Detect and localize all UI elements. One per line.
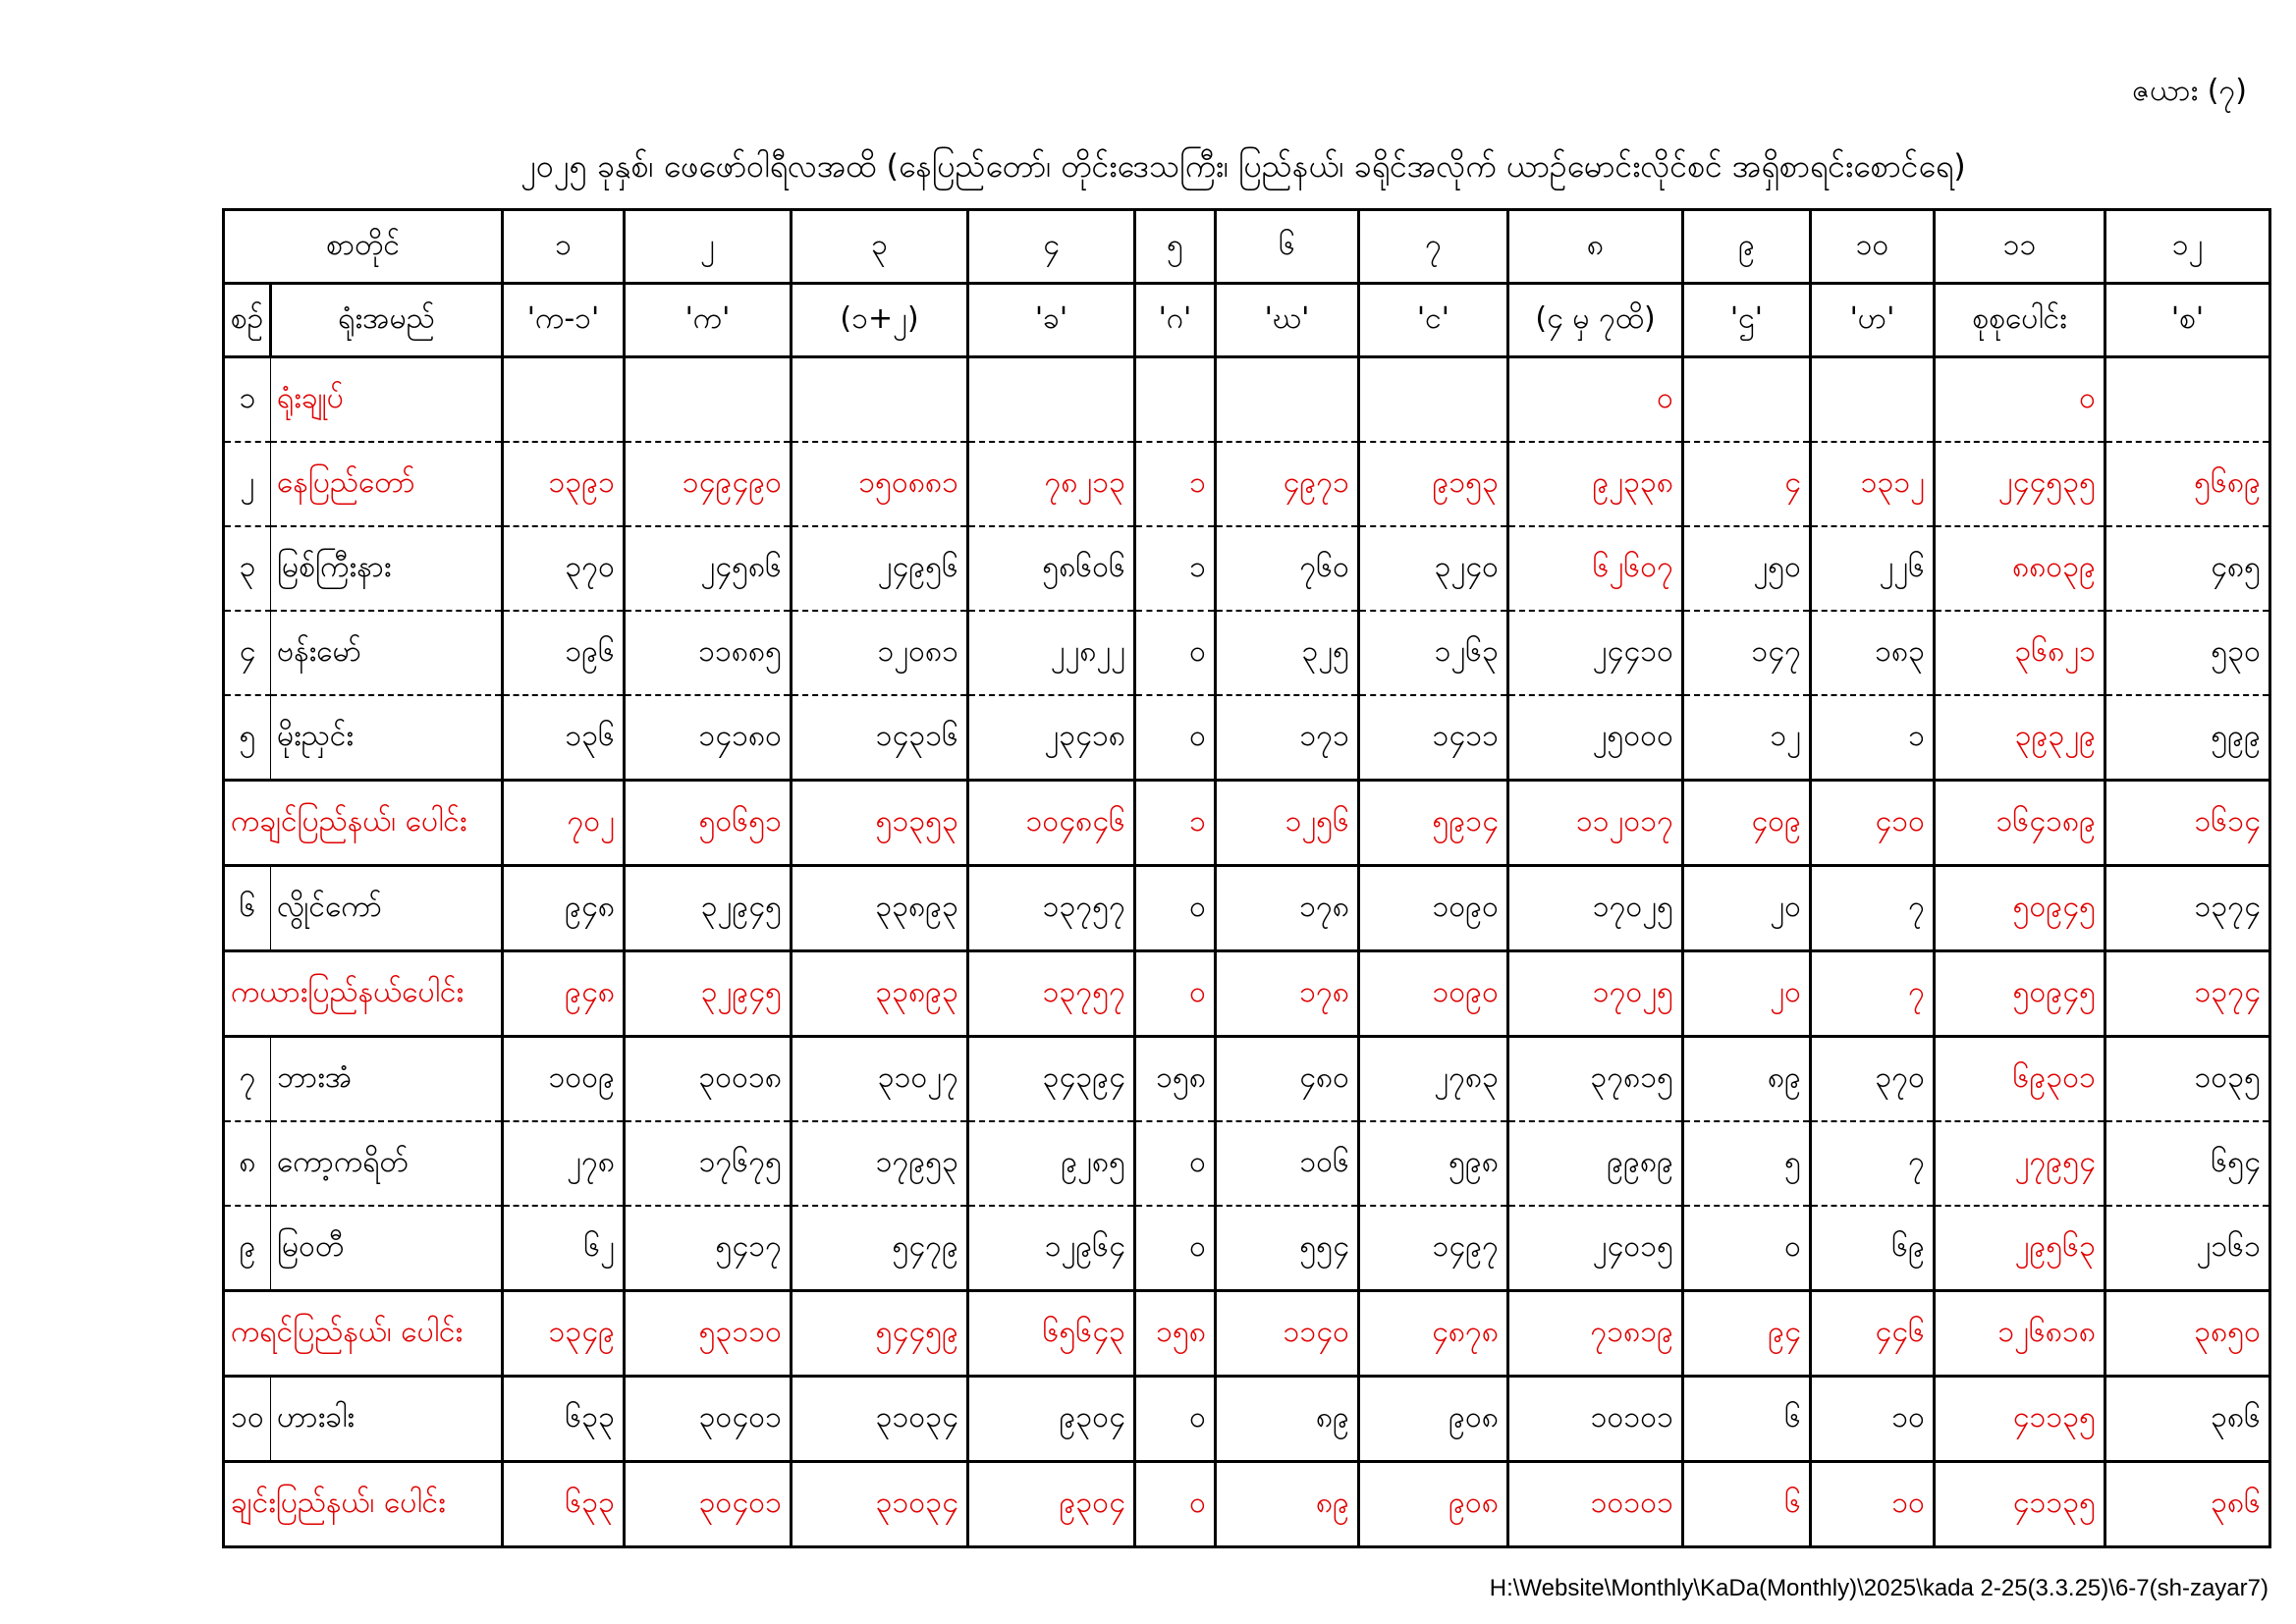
value-cell: ၁၄၁၁ bbox=[1359, 695, 1508, 781]
value-cell: ၁၅၈ bbox=[1135, 1291, 1216, 1377]
office-row bbox=[224, 357, 2270, 443]
value-cell: ၉၀၈ bbox=[1359, 1377, 1508, 1462]
value-cell: ၁၀၁၀၁ bbox=[1508, 1462, 1683, 1547]
value-cell: ၉၀၈ bbox=[1359, 1462, 1508, 1547]
value-cell: ၁၇၁ bbox=[1216, 695, 1359, 781]
value-cell: ၁၇၉၅၃ bbox=[792, 1121, 968, 1206]
license-class: (၄ မှ ၇ထိ) bbox=[1508, 284, 1683, 357]
office-name: ကော့ကရိတ် bbox=[271, 1121, 503, 1206]
value-cell: ၂၄၀၁၅ bbox=[1508, 1206, 1683, 1291]
value-cell: ၃၂၄၀ bbox=[1359, 526, 1508, 611]
value-cell: ၄၁၁၃၅ bbox=[1935, 1462, 2105, 1547]
serial-number: ၁၀ bbox=[224, 1377, 271, 1462]
value-cell: ၇ bbox=[1811, 866, 1935, 951]
value-cell: ၀ bbox=[1135, 1377, 1216, 1462]
value-cell: ၁၄၉၇ bbox=[1359, 1206, 1508, 1291]
subtotal-row bbox=[224, 781, 2270, 866]
annex-label: ဇယား (၇) bbox=[2132, 74, 2247, 108]
subtotal-row bbox=[224, 1291, 2270, 1377]
value-cell bbox=[1135, 357, 1216, 443]
value-cell: ၉၄၈ bbox=[503, 866, 625, 951]
value-cell: ၂၇၈၃ bbox=[1359, 1037, 1508, 1122]
value-cell: ၃၈၆ bbox=[2105, 1462, 2270, 1547]
license-class-row bbox=[224, 284, 2270, 357]
value-cell: ၅၀၉၄၅ bbox=[1935, 866, 2105, 951]
license-class: 'စ' bbox=[2105, 284, 2270, 357]
serial-number: ၃ bbox=[224, 526, 271, 611]
office-name: ဘားအံ bbox=[271, 1037, 503, 1122]
table-title: ၂၀၂၅ ခုနှစ်၊ ဖေဖော်ဝါရီလအထိ (နေပြည်တော်၊ တိုင်းဒေသကြီး၊ ပြည်နယ်၊ ခရိုင်အလိုက် ယာဉ်မောင်းလိုင်စင် အရှိစာရင်းစောင်ရေ) bbox=[520, 147, 1966, 185]
value-cell: ၂၃၄၁၈ bbox=[968, 695, 1135, 781]
value-cell: ၉၉၈၉ bbox=[1508, 1121, 1683, 1206]
value-cell: ၅၃၁၁၀ bbox=[625, 1291, 792, 1377]
value-cell: ၃၂၅ bbox=[1216, 611, 1359, 695]
value-cell: ၅၉၉ bbox=[2105, 695, 2270, 781]
value-cell: ၁၀၄၈၄၆ bbox=[968, 781, 1135, 866]
column-number-row bbox=[224, 210, 2270, 284]
table-body bbox=[224, 357, 2270, 1547]
value-cell: ၁၃၆ bbox=[503, 695, 625, 781]
serial-header: စဉ် bbox=[224, 284, 271, 357]
value-cell: ၀ bbox=[1135, 951, 1216, 1037]
value-cell: ၂၇၈ bbox=[503, 1121, 625, 1206]
value-cell: ၄၄၆ bbox=[1811, 1291, 1935, 1377]
value-cell: ၀ bbox=[1135, 866, 1216, 951]
value-cell: ၁၇၀၂၅ bbox=[1508, 951, 1683, 1037]
value-cell: ၃၃၈၉၃ bbox=[792, 866, 968, 951]
value-cell: ၂၀ bbox=[1683, 866, 1811, 951]
value-cell bbox=[1811, 357, 1935, 443]
license-class: (၁+၂) bbox=[792, 284, 968, 357]
value-cell: ၃၇၀ bbox=[503, 526, 625, 611]
value-cell: ၁၆၁၄ bbox=[2105, 781, 2270, 866]
value-cell: ၃၀၄၀၁ bbox=[625, 1462, 792, 1547]
license-class: 'ဂ' bbox=[1135, 284, 1216, 357]
value-cell: ၁၃၇၄ bbox=[2105, 866, 2270, 951]
value-cell: ၇၆၀ bbox=[1216, 526, 1359, 611]
value-cell: ၂၁၆၁ bbox=[2105, 1206, 2270, 1291]
value-cell: ၁၇၀၂၅ bbox=[1508, 866, 1683, 951]
value-cell bbox=[968, 357, 1135, 443]
value-cell: ၀ bbox=[1135, 695, 1216, 781]
value-cell: ၁၃၇၄ bbox=[2105, 951, 2270, 1037]
value-cell: ၁၃၁၂ bbox=[1811, 442, 1935, 526]
value-cell: ၆ bbox=[1683, 1377, 1811, 1462]
value-cell: ၆၉ bbox=[1811, 1206, 1935, 1291]
serial-number: ၄ bbox=[224, 611, 271, 695]
value-cell: ၀ bbox=[1935, 357, 2105, 443]
value-cell: ၂၄၄၅၃၅ bbox=[1935, 442, 2105, 526]
office-name: မိုးညှင်း bbox=[271, 695, 503, 781]
value-cell: ၁၂၅၆ bbox=[1216, 781, 1359, 866]
value-cell: ၇၁၈၁၉ bbox=[1508, 1291, 1683, 1377]
value-cell: ၇၀၂ bbox=[503, 781, 625, 866]
value-cell: ၁၇၈ bbox=[1216, 951, 1359, 1037]
value-cell: ၅ bbox=[1683, 1121, 1811, 1206]
office-header: ရုံးအမည် bbox=[271, 284, 503, 357]
license-class: 'က' bbox=[625, 284, 792, 357]
value-cell: ၁၀၃၅ bbox=[2105, 1037, 2270, 1122]
value-cell: ၄၀၉ bbox=[1683, 781, 1811, 866]
column-number: ၆ bbox=[1216, 210, 1359, 284]
value-cell: ၆၉၃၀၁ bbox=[1935, 1037, 2105, 1122]
column-number: ၂ bbox=[625, 210, 792, 284]
column-number: ၁ bbox=[503, 210, 625, 284]
value-cell: ၁၈၃ bbox=[1811, 611, 1935, 695]
value-cell: ၅၀၉၄၅ bbox=[1935, 951, 2105, 1037]
value-cell bbox=[792, 357, 968, 443]
value-cell: ၁၂၀၈၁ bbox=[792, 611, 968, 695]
value-cell: ၆၂ bbox=[503, 1206, 625, 1291]
value-cell: ၅၄၇၉ bbox=[792, 1206, 968, 1291]
value-cell: ၅၅၄ bbox=[1216, 1206, 1359, 1291]
office-name: လွိုင်ကော် bbox=[271, 866, 503, 951]
value-cell: ၄၉၇၁ bbox=[1216, 442, 1359, 526]
office-row bbox=[224, 442, 2270, 526]
value-cell: ၂၀ bbox=[1683, 951, 1811, 1037]
value-cell: ၁၀ bbox=[1811, 1462, 1935, 1547]
value-cell: ၅၈၆၀၆ bbox=[968, 526, 1135, 611]
value-cell: ၁၄၁၈၀ bbox=[625, 695, 792, 781]
value-cell: ၁၁၈၈၅ bbox=[625, 611, 792, 695]
serial-number: ၂ bbox=[224, 442, 271, 526]
value-cell bbox=[503, 357, 625, 443]
value-cell: ၅၁၃၅၃ bbox=[792, 781, 968, 866]
office-row bbox=[224, 526, 2270, 611]
value-cell: ၃၁၀၂၇ bbox=[792, 1037, 968, 1122]
license-class: 'ခ' bbox=[968, 284, 1135, 357]
column-number: ၈ bbox=[1508, 210, 1683, 284]
value-cell: ၉၁၅၃ bbox=[1359, 442, 1508, 526]
office-row bbox=[224, 1377, 2270, 1462]
value-cell: ၁၄၃၁၆ bbox=[792, 695, 968, 781]
value-cell: ၅၀၆၅၁ bbox=[625, 781, 792, 866]
value-cell: ၃၀၀၁၈ bbox=[625, 1037, 792, 1122]
value-cell: ၁၀၀၉ bbox=[503, 1037, 625, 1122]
value-cell: ၄၁၀ bbox=[1811, 781, 1935, 866]
value-cell bbox=[625, 357, 792, 443]
value-cell: ၁၂၉၆၄ bbox=[968, 1206, 1135, 1291]
file-path-footer: H:\Website\Monthly\KaDa(Monthly)\2025\kada 2-25(3.3.25)\6-7(sh-zayar7) bbox=[1489, 1575, 2269, 1601]
office-row bbox=[224, 695, 2270, 781]
license-class: 'က-၁' bbox=[503, 284, 625, 357]
office-name: မြစ်ကြီးနား bbox=[271, 526, 503, 611]
value-cell: ၉၂၈၅ bbox=[968, 1121, 1135, 1206]
value-cell: ၄၈၀ bbox=[1216, 1037, 1359, 1122]
value-cell bbox=[2105, 357, 2270, 443]
value-cell: ၃၃၈၉၃ bbox=[792, 951, 968, 1037]
subtotal-row bbox=[224, 1462, 2270, 1547]
value-cell: ၁၄၇ bbox=[1683, 611, 1811, 695]
value-cell: ၁၄၉၄၉၀ bbox=[625, 442, 792, 526]
value-cell: ၁၃၉၁ bbox=[503, 442, 625, 526]
value-cell: ၁၃၄၉ bbox=[503, 1291, 625, 1377]
office-row bbox=[224, 866, 2270, 951]
value-cell: ၇ bbox=[1811, 951, 1935, 1037]
value-cell bbox=[1683, 357, 1811, 443]
value-cell: ၅၆၈၉ bbox=[2105, 442, 2270, 526]
value-cell: ၆၂၆၀၇ bbox=[1508, 526, 1683, 611]
value-cell: ၉၃၀၄ bbox=[968, 1462, 1135, 1547]
license-class: 'ဃ' bbox=[1216, 284, 1359, 357]
value-cell: ၀ bbox=[1683, 1206, 1811, 1291]
value-cell: ၅၄၁၇ bbox=[625, 1206, 792, 1291]
value-cell: ၁၂၆၈၁၈ bbox=[1935, 1291, 2105, 1377]
value-cell: ၆ bbox=[1683, 1462, 1811, 1547]
serial-number: ၅ bbox=[224, 695, 271, 781]
office-name: ရုံးချုပ် bbox=[271, 357, 503, 443]
value-cell: ၂၄၅၈၆ bbox=[625, 526, 792, 611]
serial-number: ၈ bbox=[224, 1121, 271, 1206]
license-class: စုစုပေါင်း bbox=[1935, 284, 2105, 357]
value-cell: ၈၉ bbox=[1683, 1037, 1811, 1122]
value-cell: ၃၀၄၀၁ bbox=[625, 1377, 792, 1462]
column-number: ၄ bbox=[968, 210, 1135, 284]
value-cell: ၃၂၉၄၅ bbox=[625, 866, 792, 951]
value-cell: ၉၄၈ bbox=[503, 951, 625, 1037]
value-cell: ၂၄၉၅၆ bbox=[792, 526, 968, 611]
value-cell: ၈၉ bbox=[1216, 1462, 1359, 1547]
office-name: ဟားခါး bbox=[271, 1377, 503, 1462]
value-cell: ၁၆၄၁၈၉ bbox=[1935, 781, 2105, 866]
value-cell: ၁၂၆၃ bbox=[1359, 611, 1508, 695]
value-cell: ၁၉၆ bbox=[503, 611, 625, 695]
value-cell: ၃၄၃၉၄ bbox=[968, 1037, 1135, 1122]
value-cell: ၁၇၈ bbox=[1216, 866, 1359, 951]
value-cell: ၂၄၄၁၀ bbox=[1508, 611, 1683, 695]
value-cell: ၀ bbox=[1135, 1462, 1216, 1547]
value-cell: ၃၂၉၄၅ bbox=[625, 951, 792, 1037]
license-class: 'င' bbox=[1359, 284, 1508, 357]
value-cell: ၂၅၀ bbox=[1683, 526, 1811, 611]
value-cell bbox=[1216, 357, 1359, 443]
serial-number: ၆ bbox=[224, 866, 271, 951]
value-cell: ၆၃၃ bbox=[503, 1377, 625, 1462]
office-name: နေပြည်တော် bbox=[271, 442, 503, 526]
value-cell: ၁၀၉၀ bbox=[1359, 951, 1508, 1037]
value-cell: ၆၅၄ bbox=[2105, 1121, 2270, 1206]
value-cell: ၂၇၉၅၄ bbox=[1935, 1121, 2105, 1206]
column-number: ၁၀ bbox=[1811, 210, 1935, 284]
office-row bbox=[224, 611, 2270, 695]
value-cell: ၈၉ bbox=[1216, 1377, 1359, 1462]
value-cell: ၁၂ bbox=[1683, 695, 1811, 781]
value-cell: ၄ bbox=[1683, 442, 1811, 526]
license-class: 'ဟ' bbox=[1811, 284, 1935, 357]
value-cell: ၅၉၈ bbox=[1359, 1121, 1508, 1206]
value-cell: ၃၁၀၃၄ bbox=[792, 1377, 968, 1462]
value-cell: ၃၈၆ bbox=[2105, 1377, 2270, 1462]
value-cell: ၉၄ bbox=[1683, 1291, 1811, 1377]
value-cell: ၀ bbox=[1135, 611, 1216, 695]
value-cell: ၁၇၆၇၅ bbox=[625, 1121, 792, 1206]
serial-number: ၉ bbox=[224, 1206, 271, 1291]
value-cell: ၄၈၅ bbox=[2105, 526, 2270, 611]
license-class: 'ဌ' bbox=[1683, 284, 1811, 357]
column-number: ၁၁ bbox=[1935, 210, 2105, 284]
value-cell: ၃၁၀၃၄ bbox=[792, 1462, 968, 1547]
value-cell: ၁ bbox=[1135, 781, 1216, 866]
office-name: ဗန်းမော် bbox=[271, 611, 503, 695]
value-cell: ၁၅၀၈၈၁ bbox=[792, 442, 968, 526]
value-cell: ၀ bbox=[1135, 1206, 1216, 1291]
value-cell: ၆၅၆၄၃ bbox=[968, 1291, 1135, 1377]
value-cell: ၃၈၅၀ bbox=[2105, 1291, 2270, 1377]
office-row bbox=[224, 1206, 2270, 1291]
subtotal-label: ကယားပြည်နယ်ပေါင်း bbox=[224, 951, 503, 1037]
value-cell: ၁ bbox=[1135, 526, 1216, 611]
value-cell: ၃၆၈၂၁ bbox=[1935, 611, 2105, 695]
license-table bbox=[222, 208, 2271, 1548]
value-cell: ၉၂၃၃၈ bbox=[1508, 442, 1683, 526]
subtotal-label: ကချင်ပြည်နယ်၊ ပေါင်း bbox=[224, 781, 503, 866]
value-cell: ၈၈၀၃၉ bbox=[1935, 526, 2105, 611]
subtotal-row bbox=[224, 951, 2270, 1037]
value-cell: ၉၃၀၄ bbox=[968, 1377, 1135, 1462]
column-number: ၁၂ bbox=[2105, 210, 2270, 284]
value-cell bbox=[1359, 357, 1508, 443]
column-number-label: စာတိုင် bbox=[224, 210, 503, 284]
value-cell: ၁၀၁၀၁ bbox=[1508, 1377, 1683, 1462]
subtotal-label: ကရင်ပြည်နယ်၊ ပေါင်း bbox=[224, 1291, 503, 1377]
value-cell: ၅၉၁၄ bbox=[1359, 781, 1508, 866]
column-number: ၉ bbox=[1683, 210, 1811, 284]
column-number: ၅ bbox=[1135, 210, 1216, 284]
value-cell: ၀ bbox=[1508, 357, 1683, 443]
value-cell: ၁၃၇၅၇ bbox=[968, 951, 1135, 1037]
value-cell: ၂၂၆ bbox=[1811, 526, 1935, 611]
value-cell: ၁ bbox=[1811, 695, 1935, 781]
value-cell: ၅၃၀ bbox=[2105, 611, 2270, 695]
value-cell: ၇ bbox=[1811, 1121, 1935, 1206]
value-cell: ၁၃၇၅၇ bbox=[968, 866, 1135, 951]
value-cell: ၁၅၈ bbox=[1135, 1037, 1216, 1122]
value-cell: ၁၀ bbox=[1811, 1377, 1935, 1462]
value-cell: ၂၂၈၂၂ bbox=[968, 611, 1135, 695]
office-row bbox=[224, 1037, 2270, 1122]
value-cell: ၄၈၇၈ bbox=[1359, 1291, 1508, 1377]
value-cell: ၁၀၆ bbox=[1216, 1121, 1359, 1206]
value-cell: ၁၁၂၀၁၇ bbox=[1508, 781, 1683, 866]
value-cell: ၃၇၀ bbox=[1811, 1037, 1935, 1122]
value-cell: ၄၁၁၃၅ bbox=[1935, 1377, 2105, 1462]
value-cell: ၀ bbox=[1135, 1121, 1216, 1206]
value-cell: ၁၀၉၀ bbox=[1359, 866, 1508, 951]
subtotal-label: ချင်းပြည်နယ်၊ ပေါင်း bbox=[224, 1462, 503, 1547]
serial-number: ၇ bbox=[224, 1037, 271, 1122]
value-cell: ၁ bbox=[1135, 442, 1216, 526]
serial-number: ၁ bbox=[224, 357, 271, 443]
column-number: ၃ bbox=[792, 210, 968, 284]
value-cell: ၇၈၂၁၃ bbox=[968, 442, 1135, 526]
office-row bbox=[224, 1121, 2270, 1206]
value-cell: ၅၄၄၅၉ bbox=[792, 1291, 968, 1377]
value-cell: ၂၉၅၆၃ bbox=[1935, 1206, 2105, 1291]
value-cell: ၃၇၈၁၅ bbox=[1508, 1037, 1683, 1122]
value-cell: ၂၅၀၀၀ bbox=[1508, 695, 1683, 781]
column-number: ၇ bbox=[1359, 210, 1508, 284]
value-cell: ၆၃၃ bbox=[503, 1462, 625, 1547]
value-cell: ၁၁၄၀ bbox=[1216, 1291, 1359, 1377]
value-cell: ၃၉၃၂၉ bbox=[1935, 695, 2105, 781]
office-name: မြဝတီ bbox=[271, 1206, 503, 1291]
